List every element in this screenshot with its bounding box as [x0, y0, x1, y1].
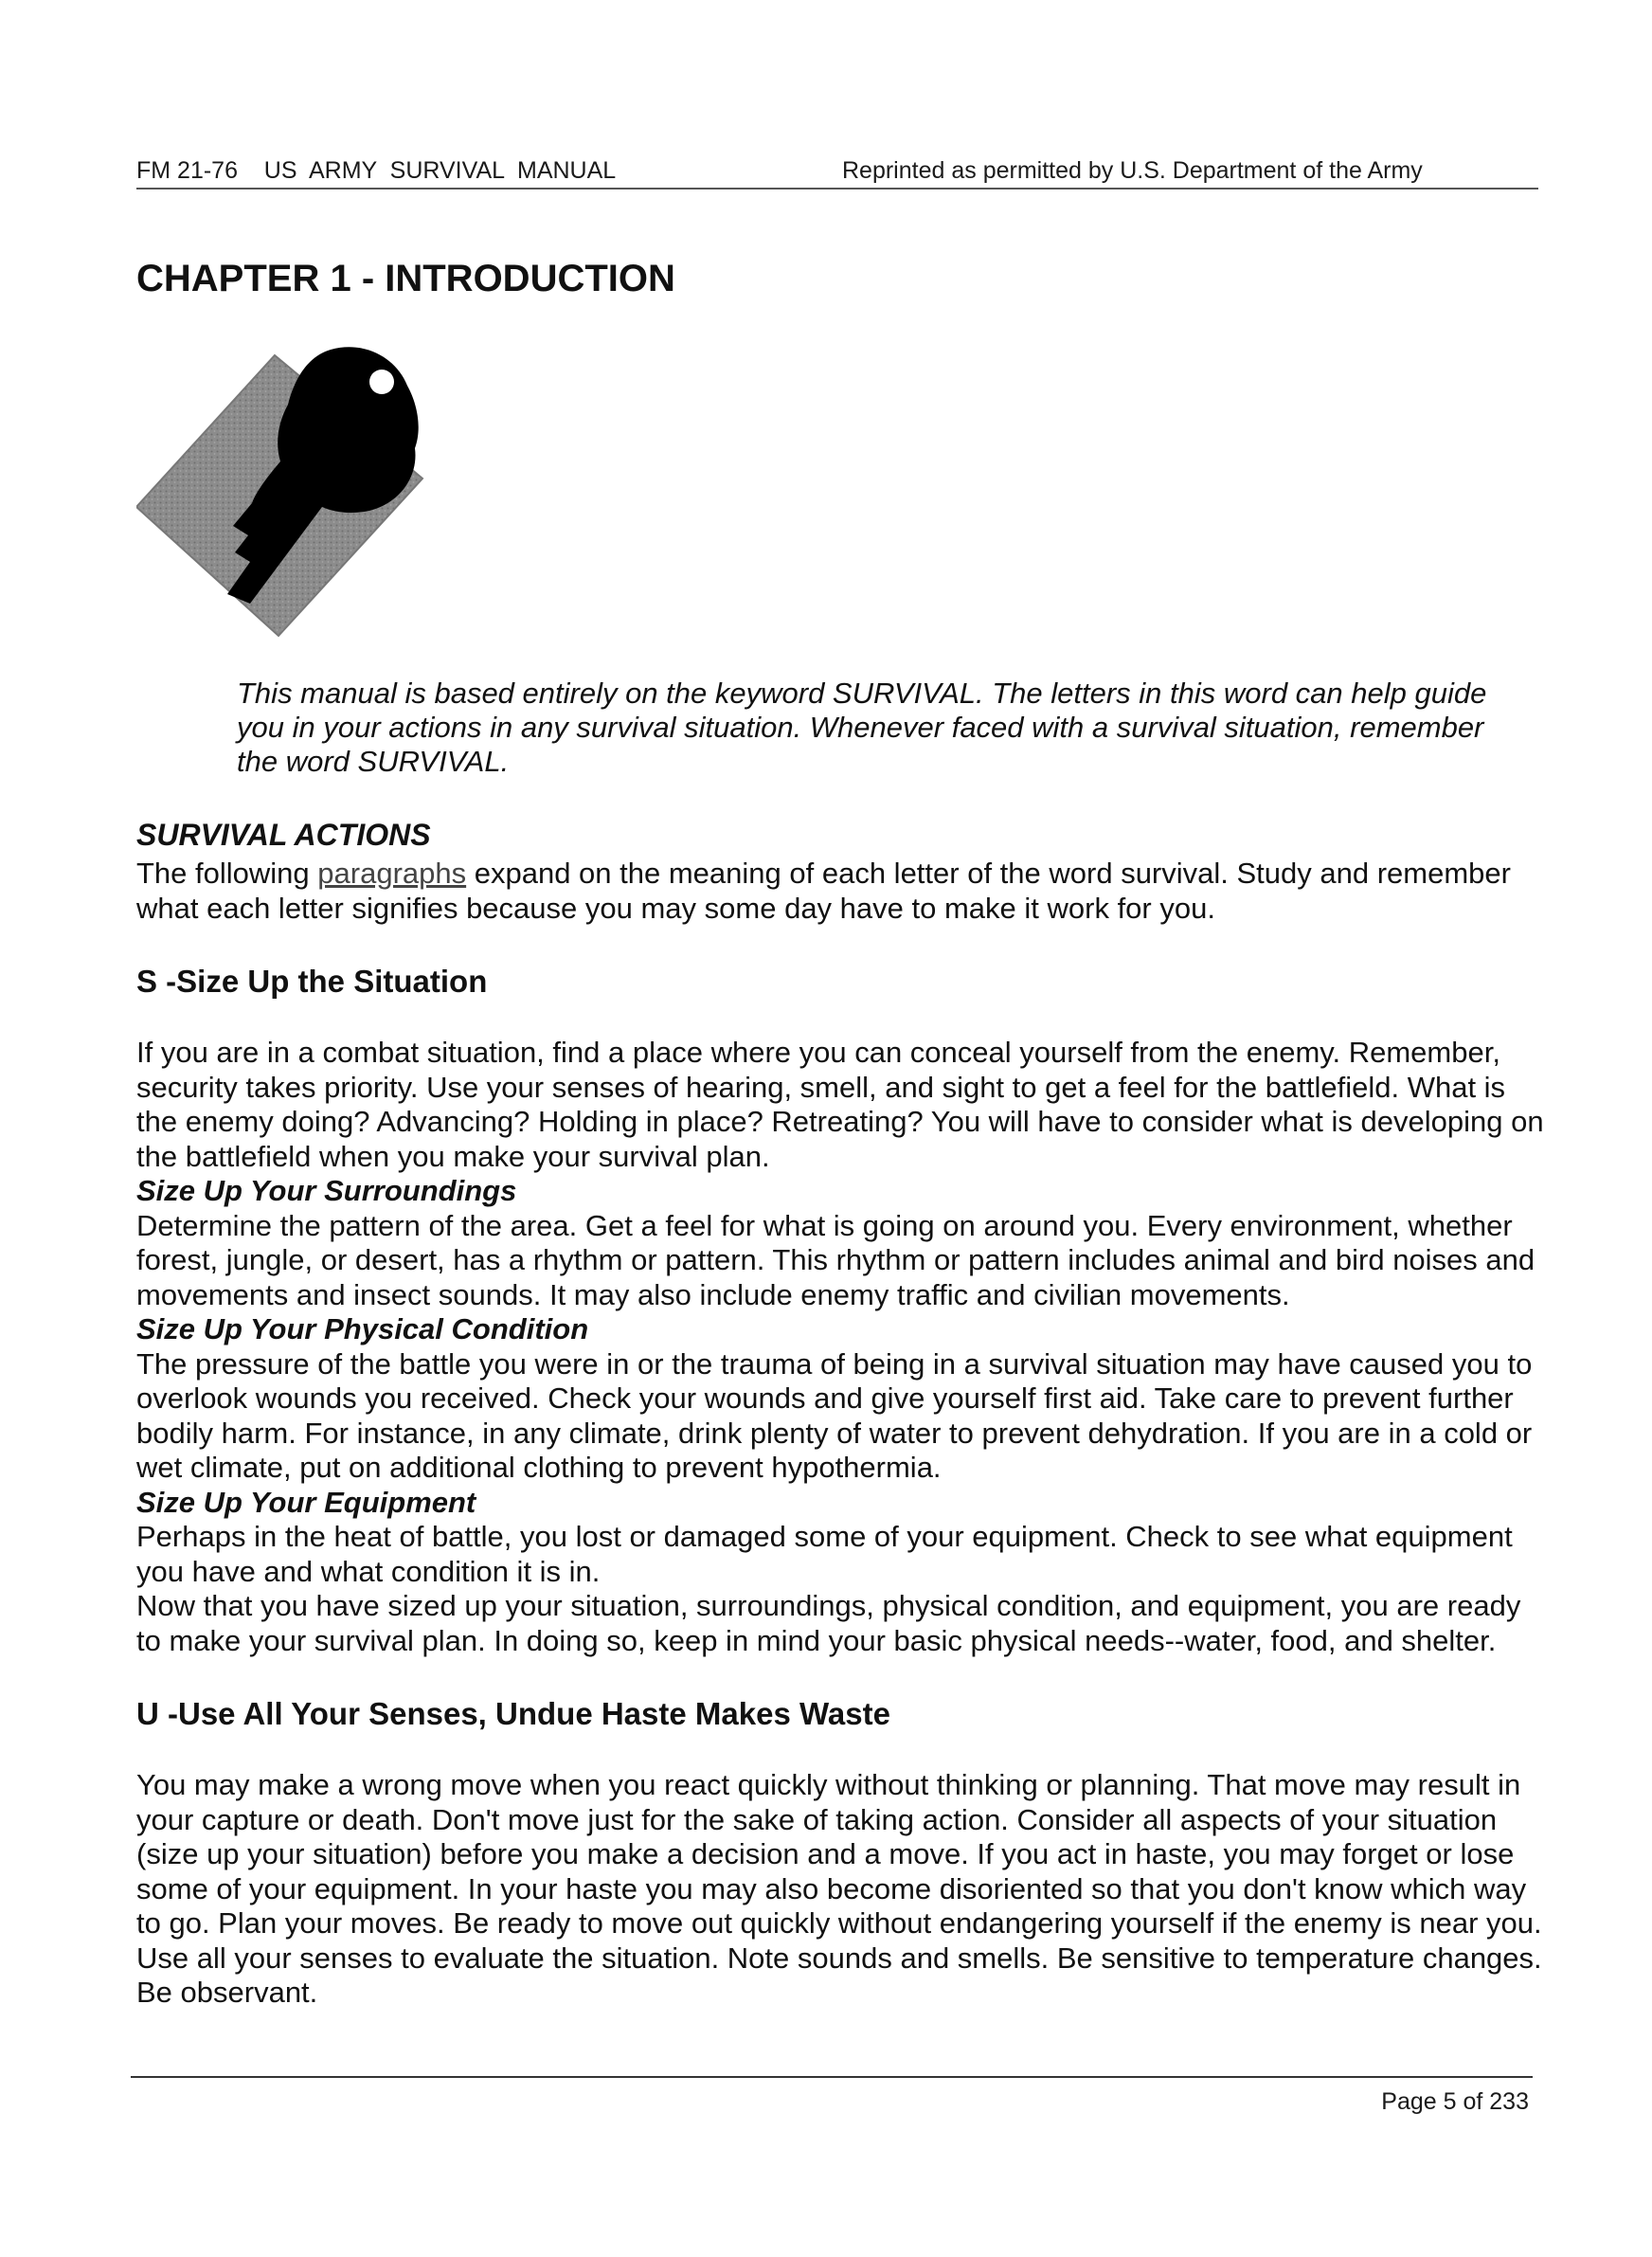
- section-s-intro: If you are in a combat situation, find a place where you can conceal yourself from the enemy. Remember, security takes priority. Use your senses of hearing, smell, and sight to get a feel for the battlefield. What is the enemy doing? Advancing? Holding in place? Retreating? You will have to consider what is developing on the battlefield when you make your survival plan.: [136, 1036, 1544, 1173]
- header-reprint-notice: Reprinted as permitted by U.S. Department of the Army: [842, 157, 1423, 184]
- key-hole: [369, 370, 394, 394]
- equipment-paragraph: Perhaps in the heat of battle, you lost or damaged some of your equipment. Check to see what equipment you have and what condition it is in.: [136, 1520, 1513, 1588]
- spacer: [136, 1732, 1544, 1768]
- spacer: [136, 1000, 1544, 1036]
- survival-actions-text-end: expand on the meaning of each letter of the word survival. Study and remember what each letter signifies because you may some day have to make it work for you.: [136, 857, 1511, 925]
- surroundings-paragraph: Determine the pattern of the area. Get a feel for what is going on around you. Every environment, whether forest, jungle, or desert, has a rhythm or pattern. This rhythm or pattern includes animal and bird noises and movements and insect sounds. It may also include enemy traffic and civilian movements.: [136, 1208, 1535, 1311]
- survival-actions-text-start: The following: [136, 857, 318, 890]
- physical-condition-paragraph: The pressure of the battle you were in or the trauma of being in a survival situation may have caused you to overlook wounds you received. Check your wounds and give yourself first aid. Take care to prevent further bodily harm. For instance, in any climate, drink plenty of water to prevent dehydration. If you are in a cold or wet climate, put on additional clothing to prevent hypothermia.: [136, 1346, 1533, 1484]
- key-illustration: [136, 336, 449, 640]
- key-icon: [136, 336, 449, 640]
- survival-actions-paragraph: [136, 857, 1544, 926]
- physical-condition-subheading: Size Up Your Physical Condition: [136, 1312, 589, 1345]
- section-s-heading: S -Size Up the Situation: [136, 964, 488, 999]
- equipment-subheading: Size Up Your Equipment: [136, 1485, 476, 1519]
- surroundings-subheading: Size Up Your Surroundings: [136, 1174, 517, 1207]
- spacer: [136, 1658, 1544, 1696]
- footer-divider: [131, 2076, 1533, 2078]
- section-s-closing: Now that you have sized up your situation, surroundings, physical condition, and equipment, you are ready to make your survival plan. In doing so, keep in mind your basic physical needs--water, food, and shelter.: [136, 1589, 1521, 1657]
- page-number: Page 5 of 233: [1381, 2088, 1529, 2115]
- intro-paragraph: This manual is based entirely on the keyword SURVIVAL. The letters in this word can help guide you in your actions in any survival situation. Whenever faced with a survival situation, remember the word SURVIVAL.: [237, 677, 1487, 778]
- chapter-title: CHAPTER 1 - INTRODUCTION: [136, 258, 675, 299]
- header-manual-title: FM 21-76 US ARMY SURVIVAL MANUAL: [136, 157, 617, 184]
- survival-actions-heading: SURVIVAL ACTIONS: [136, 818, 431, 852]
- paragraphs-link[interactable]: paragraphs: [317, 857, 467, 890]
- page-header: [136, 155, 1538, 190]
- spacer: [136, 926, 1544, 964]
- main-content: [136, 817, 1544, 2011]
- section-u-paragraph: You may make a wrong move when you react quickly without thinking or planning. That move may result in your capture or death. Don't move just for the sake of taking action. Consider all aspects of your situation (size up your situation) before you make a decision and a move. If you act in haste, you may forget or lose some of your equipment. In your haste you may also become disoriented so that you don't know which way to go. Plan your moves. Be ready to move out quickly without endangering yourself if the enemy is near you. Use all your senses to evaluate the situation. Note sounds and smells. Be sensitive to temperature changes. Be observant.: [136, 1768, 1542, 2009]
- section-u-heading: U -Use All Your Senses, Undue Haste Makes Waste: [136, 1696, 890, 1731]
